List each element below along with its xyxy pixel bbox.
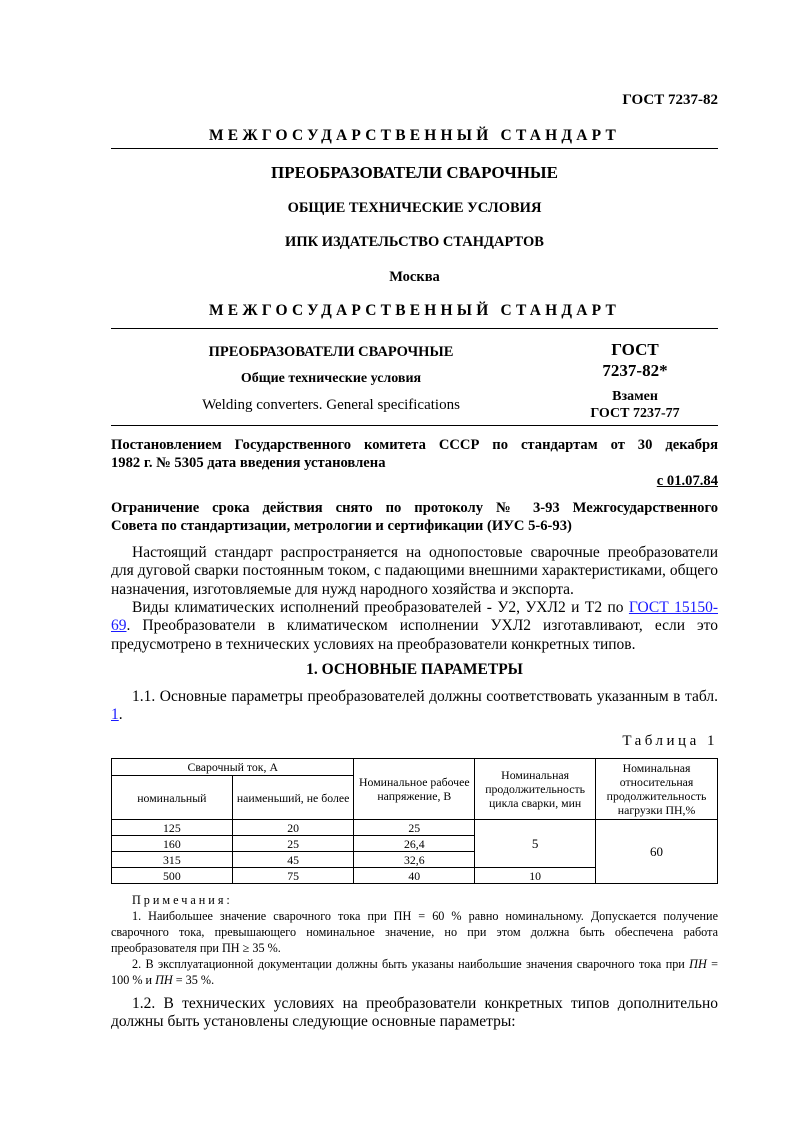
limitation-line: Совета по стандартизации, метрологии и сертификации (ИУС 5-6-93) xyxy=(111,518,572,534)
header-welding-current: Сварочный ток, А xyxy=(112,759,354,776)
cell-cycle: 10 xyxy=(475,868,596,884)
english-title: Welding converters. General specifications xyxy=(202,397,460,413)
notes-heading: Примечания: xyxy=(132,893,233,907)
paragraph-1-2: 1.2. В технических условиях на преобразователи конкретных типов дополнительно должны быть установлены следующие основные параметры: xyxy=(111,995,718,1031)
paragraph-1-1 xyxy=(111,688,718,725)
document-number: ГОСТ 7237-82 xyxy=(622,92,718,108)
header-duty: Номинальная относительная продолжительность нагрузки ПН,% xyxy=(596,759,718,820)
paragraph-text: . Преобразователи в климатическом исполнении УХЛ2 изготавливают, если это предусмотрено в технических условиях на преобразователи конкретных типов. xyxy=(111,617,718,653)
table-notes xyxy=(111,892,718,988)
standard-title: ПРЕОБРАЗОВАТЕЛИ СВАРОЧНЫЕ xyxy=(208,344,454,360)
cover-title: ПРЕОБРАЗОВАТЕЛИ СВАРОЧНЫЕ xyxy=(271,163,558,182)
intro-paragraph-climate xyxy=(111,599,718,654)
table-row xyxy=(112,820,718,836)
decree xyxy=(111,436,718,490)
parameters-table xyxy=(111,758,718,884)
note-text: = 100 % и xyxy=(111,957,718,987)
divider xyxy=(111,328,718,329)
city: Москва xyxy=(389,269,440,285)
cover-subtitle: ОБЩИЕ ТЕХНИЧЕСКИЕ УСЛОВИЯ xyxy=(287,200,542,216)
cell-voltage: 25 xyxy=(354,820,475,836)
cell-minimum: 20 xyxy=(232,820,354,836)
limitation-note xyxy=(111,499,718,535)
note-1: 1. Наибольшее значение сварочного тока при ПН = 60 % равно номинальному. Допускается получение сварочного тока, превышающего номинальное значение, но при этом должна быть обеспечена работа преобразователя при ПН ≥ 35 %. xyxy=(111,909,718,955)
replaces-label: Взамен xyxy=(612,389,658,404)
cell-minimum: 75 xyxy=(232,868,354,884)
gost-label: ГОСТ xyxy=(611,340,659,359)
cell-duty: 60 xyxy=(596,820,718,884)
divider xyxy=(111,148,718,149)
intro-paragraph: Настоящий стандарт распространяется на однопостовые сварочные преобразователи для дуговой сварки постоянным током, с падающими внешними характеристиками, общего назначения, изготовляемые для нужд народного хозяйства и экспорта. xyxy=(111,544,718,598)
note-text: 2. В эксплуатационной документации должны быть указаны наибольшие значения сварочного тока при xyxy=(132,957,690,971)
interstate-standard-heading: МЕЖГОСУДАРСТВЕННЫЙ СТАНДАРТ xyxy=(208,127,621,144)
header-cycle: Номинальная продолжительность цикла сварки, мин xyxy=(475,759,596,820)
paragraph-text: Виды климатических исполнений преобразователей - У2, УХЛ2 и Т2 по xyxy=(132,599,629,616)
table-caption: Таблица 1 xyxy=(622,733,718,749)
note-text: ПН xyxy=(689,957,707,971)
cell-voltage: 26,4 xyxy=(354,836,475,852)
decree-line: Постановлением Государственного комитета СССР по стандартам от 30 декабря xyxy=(111,437,718,453)
cell-nominal: 315 xyxy=(112,852,233,868)
title-block xyxy=(111,343,551,414)
cell-minimum: 45 xyxy=(232,852,354,868)
note-text: = 35 %. xyxy=(172,973,215,987)
paragraph-text: . xyxy=(118,706,123,724)
replaces-number: ГОСТ 7237-77 xyxy=(590,406,680,421)
cell-nominal: 125 xyxy=(112,820,233,836)
decree-line: 1982 г. № 5305 дата введения установлена xyxy=(111,455,386,471)
gost-number: 7237-82* xyxy=(602,361,668,380)
effective-date: с 01.07.84 xyxy=(656,473,718,489)
gost-15150-link[interactable]: ГОСТ 15150-69 xyxy=(111,599,718,635)
cell-nominal: 160 xyxy=(112,836,233,852)
header-minimum: наименьший, не более xyxy=(232,776,354,820)
cell-minimum: 25 xyxy=(232,836,354,852)
divider xyxy=(111,425,718,426)
publisher: ИПК ИЗДАТЕЛЬСТВО СТАНДАРТОВ xyxy=(285,234,544,250)
header-nominal: номинальный xyxy=(112,776,233,820)
cell-voltage: 32,6 xyxy=(354,852,475,868)
cell-voltage: 40 xyxy=(354,868,475,884)
cell-nominal: 500 xyxy=(112,868,233,884)
interstate-standard-heading: МЕЖГОСУДАРСТВЕННЫЙ СТАНДАРТ xyxy=(208,302,621,319)
note-text: ПН xyxy=(155,973,173,987)
cell-cycle: 5 xyxy=(475,820,596,868)
section-heading: 1. ОСНОВНЫЕ ПАРАМЕТРЫ xyxy=(306,661,523,678)
standard-subtitle: Общие технические условия xyxy=(240,371,422,386)
gost-block xyxy=(560,339,710,422)
header-voltage: Номинальное рабочее напряжение, В xyxy=(354,759,475,820)
note-2 xyxy=(111,956,718,988)
table-1-link[interactable]: 1 xyxy=(111,706,119,724)
limitation-line: Ограничение срока действия снято по протоколу № 3-93 Межгосударственного xyxy=(111,500,718,516)
paragraph-text: 1.1. Основные параметры преобразователей должны соответствовать указанным в табл. xyxy=(132,688,718,705)
